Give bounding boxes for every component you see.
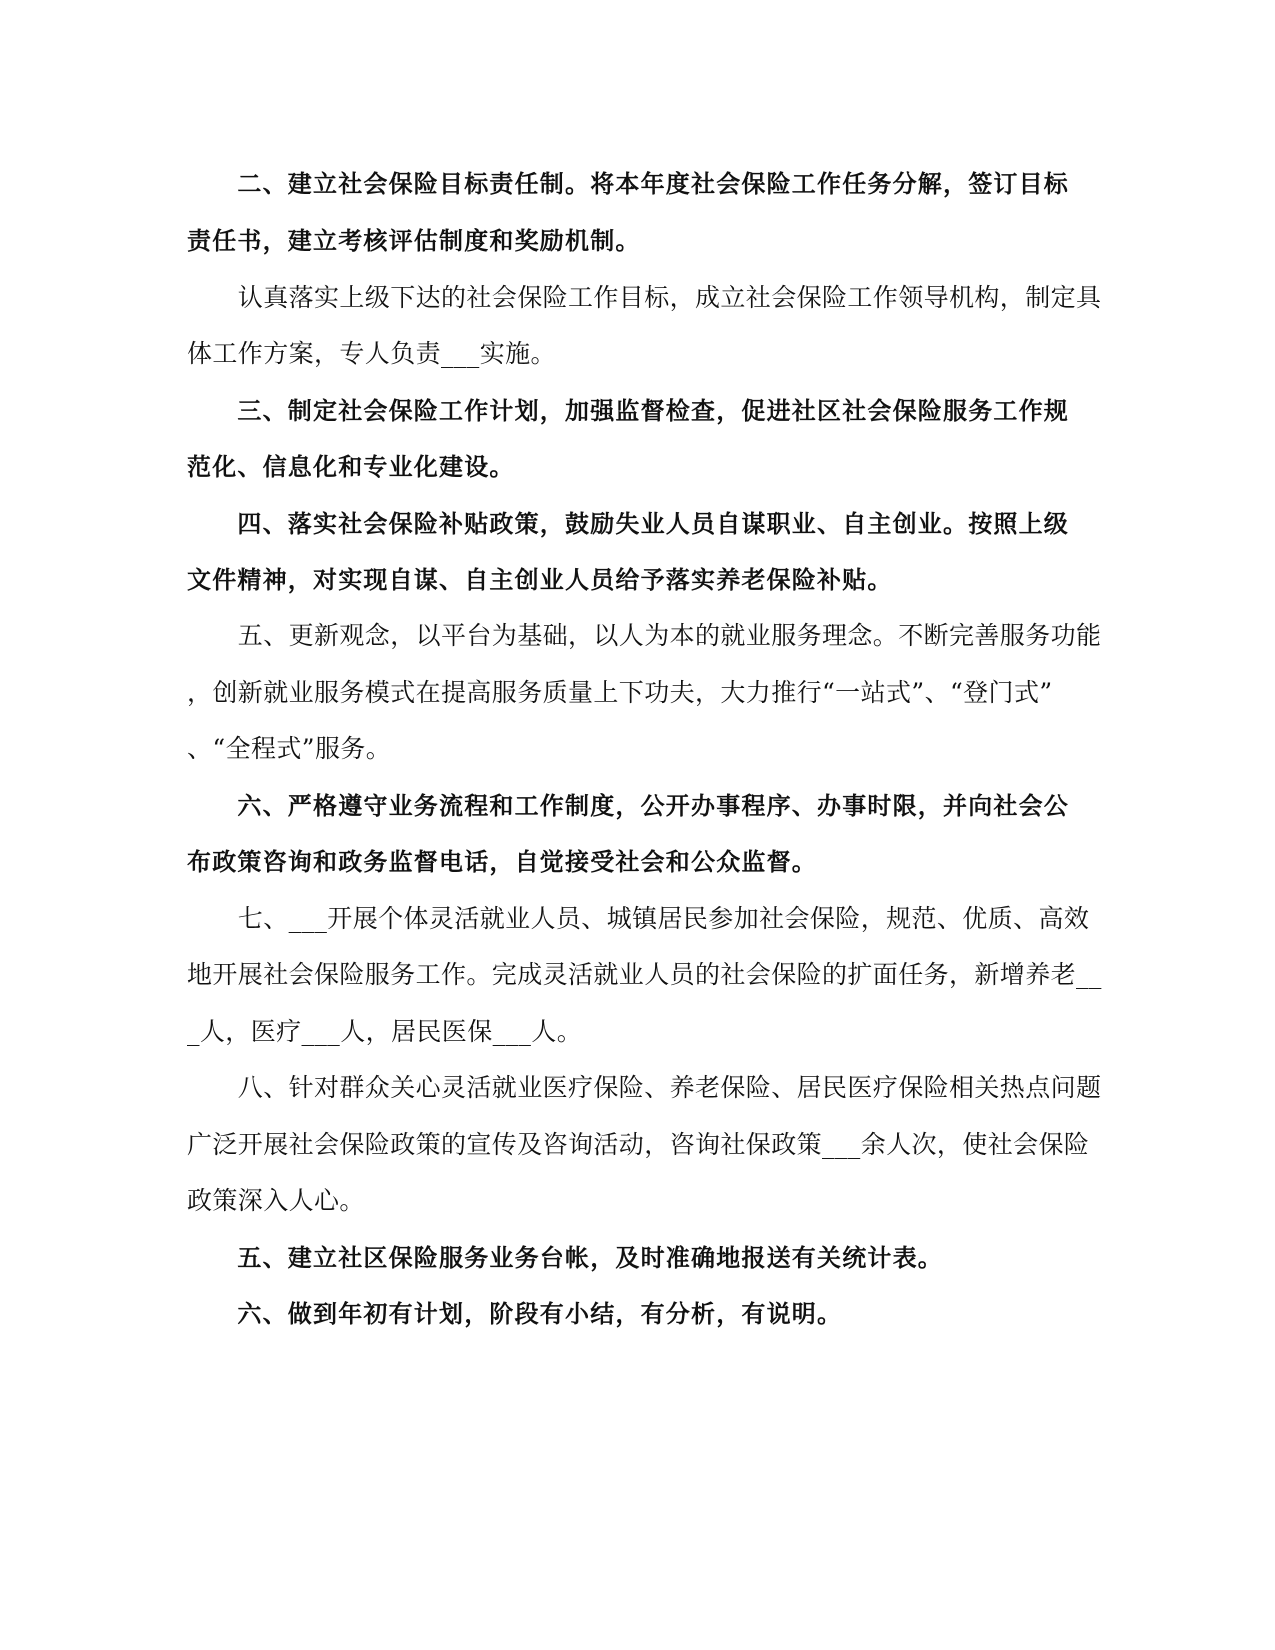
text-line: 文件精神，对实现自谋、自主创业人员给予落实养老保险补贴。	[187, 566, 893, 594]
text-line: _人，医疗___人，居民医保___人。	[187, 1017, 583, 1046]
text-line: 六、做到年初有计划，阶段有小结，有分析，有说明。	[187, 1300, 843, 1328]
text-line: 政策深入人心。	[187, 1186, 365, 1215]
text-line: 五、更新观念，以平台为基础，以人为本的就业服务理念。不断完善服务功能	[187, 621, 1102, 650]
text-line: 认真落实上级下达的社会保险工作目标，成立社会保险工作领导机构，制定具	[187, 283, 1102, 312]
text-line: 范化、信息化和专业化建设。	[187, 453, 515, 481]
text-line: 布政策咨询和政务监督电话，自觉接受社会和公众监督。	[187, 848, 817, 876]
text-line: 体工作方案，专人负责___实施。	[187, 339, 556, 368]
text-line: 地开展社会保险服务工作。完成灵活就业人员的社会保险的扩面任务，新增养老__	[187, 960, 1102, 989]
text-line: ，创新就业服务模式在提高服务质量上下功夫，大力推行“一站式”、“登门式”	[187, 678, 1053, 707]
text-line: 六、严格遵守业务流程和工作制度，公开办事程序、办事时限，并向社会公	[187, 792, 1069, 820]
text-line: 、“全程式”服务。	[187, 734, 392, 763]
text-line: 三、制定社会保险工作计划，加强监督检查，促进社区社会保险服务工作规	[187, 397, 1069, 425]
text-line: 七、___开展个体灵活就业人员、城镇居民参加社会保险，规范、优质、高效	[187, 904, 1090, 933]
text-line: 五、建立社区保险服务业务台帐，及时准确地报送有关统计表。	[187, 1244, 943, 1272]
text-line: 八、针对群众关心灵活就业医疗保险、养老保险、居民医疗保险相关热点问题	[187, 1073, 1102, 1102]
text-line: 二、建立社会保险目标责任制。将本年度社会保险工作任务分解，签订目标	[187, 170, 1069, 198]
text-line: 广泛开展社会保险政策的宣传及咨询活动，咨询社保政策___余人次，使社会保险	[187, 1130, 1090, 1159]
text-line: 责任书，建立考核评估制度和奖励机制。	[187, 227, 641, 255]
text-line: 四、落实社会保险补贴政策，鼓励失业人员自谋职业、自主创业。按照上级	[187, 510, 1069, 538]
